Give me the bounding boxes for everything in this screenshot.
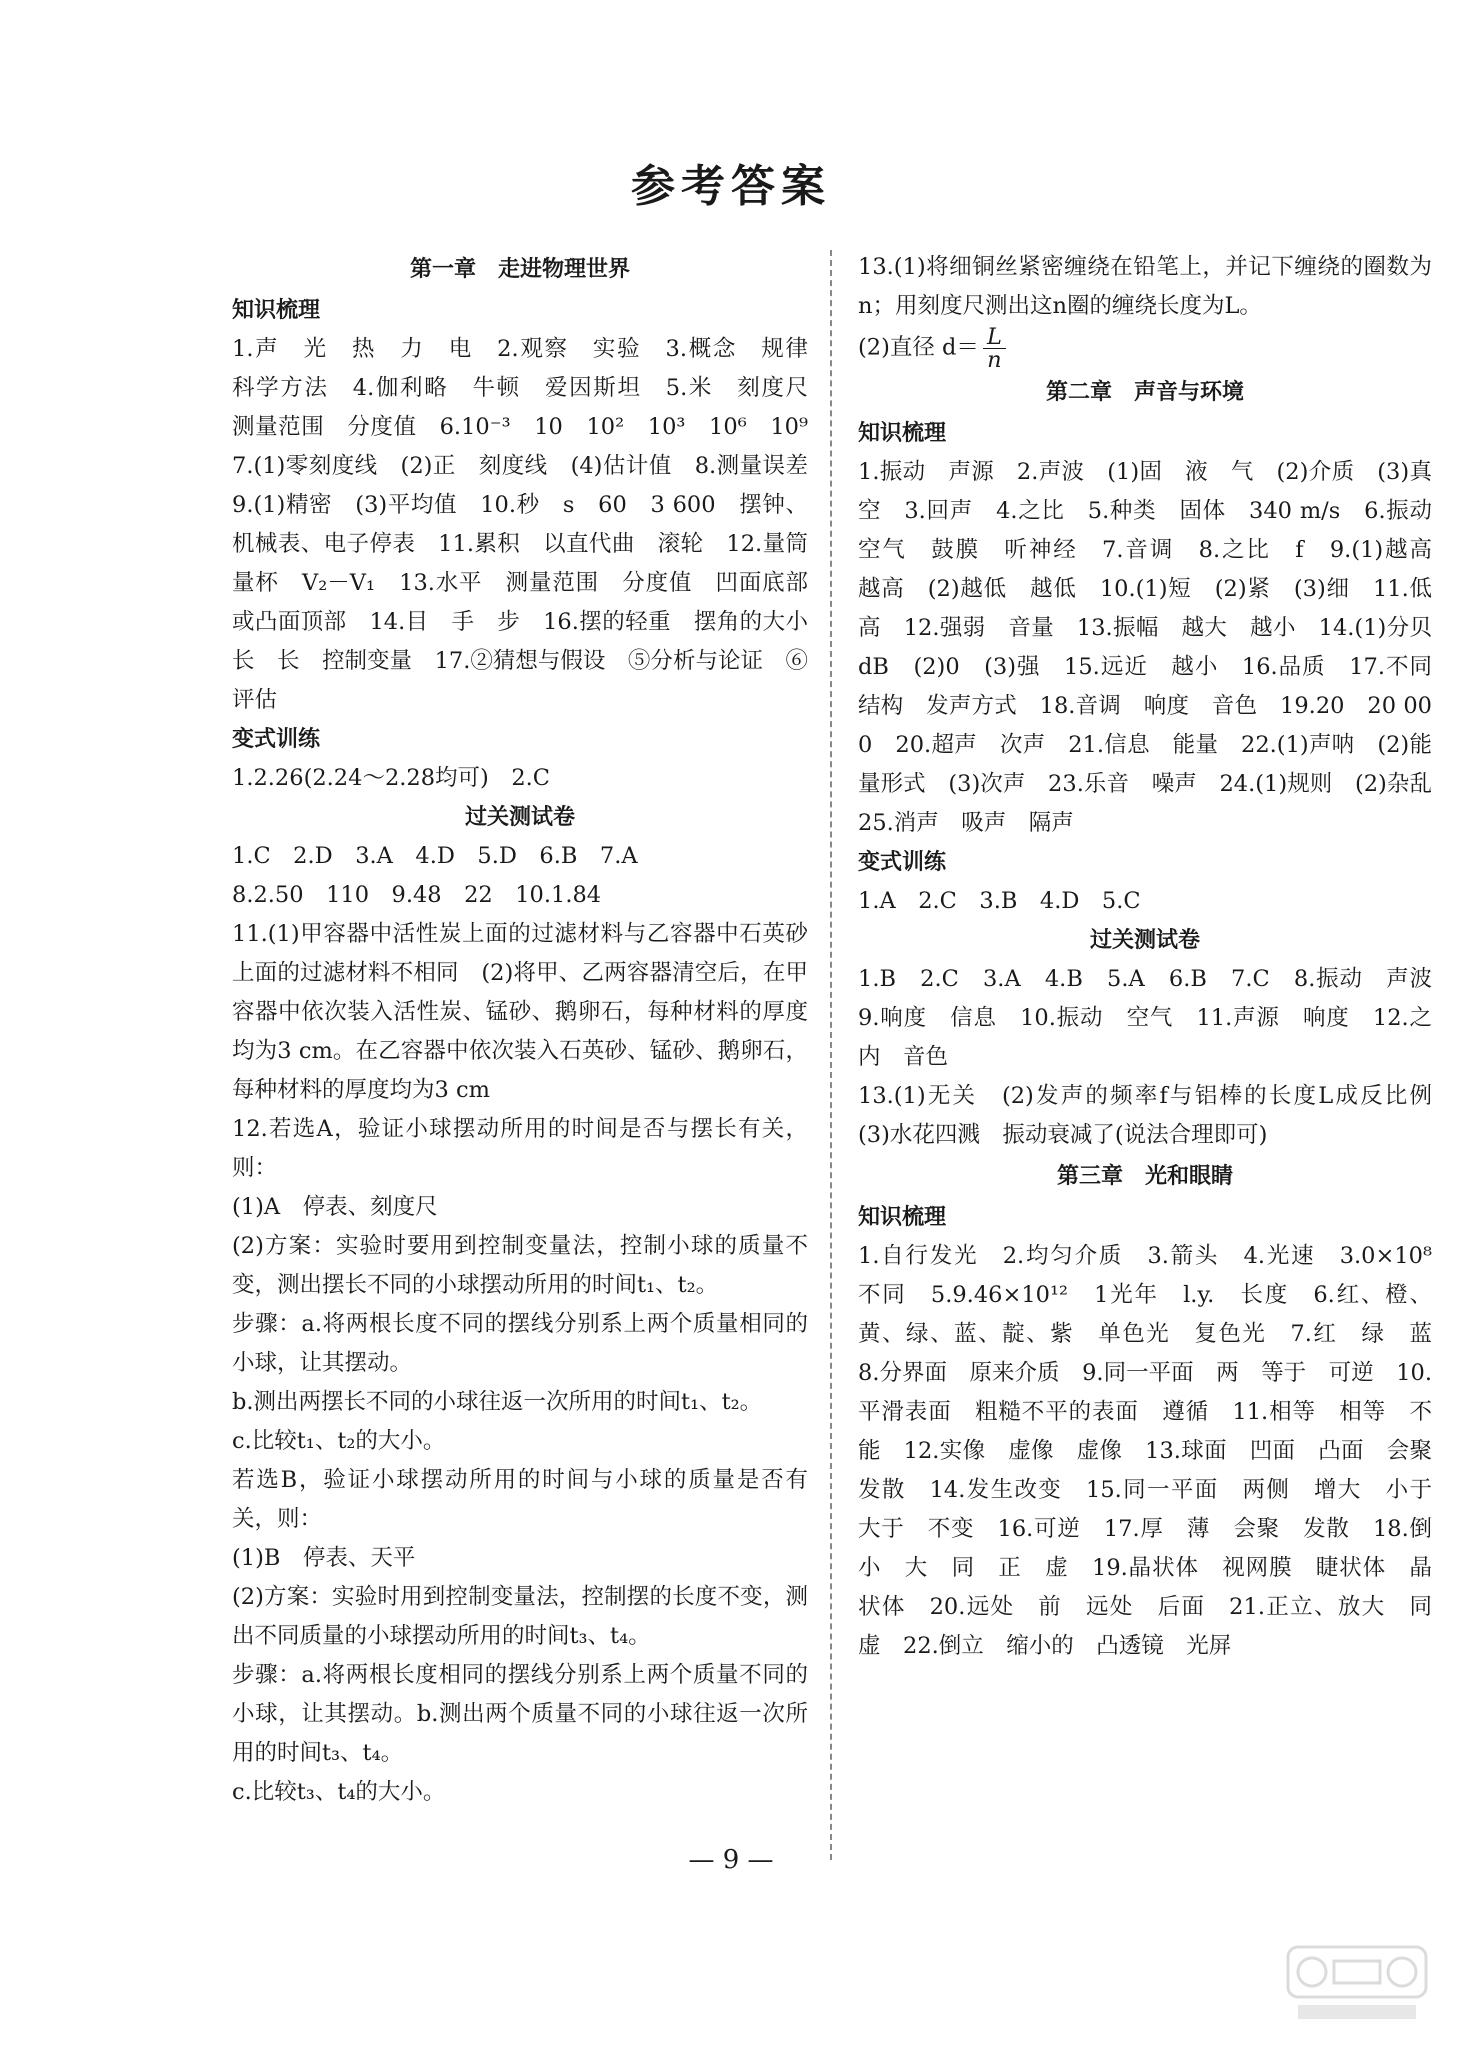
- ch1-test-q12f: c.比较t₁、t₂的大小。: [232, 1428, 446, 1454]
- ch1-variation-text: 1.2.26(2.24～2.28均可) 2.C: [232, 765, 550, 791]
- chapter-2-heading: 第二章 声音与环境: [1045, 380, 1244, 405]
- ch2-knowledge-text: 1.振动 声源 2.声波 (1)固 液 气 (2)介质 (3)真空 3.回声 4.之比 5.种类 固体 340 m/s 6.振动 空气 鼓膜 听神经 7.音调 8.之比 f 9.(1)越高 越高 (2)越低 越低 10.(1)短 (2)紧 (3)细 11.低 高 12.强弱 音量 13.振幅 越大 越小 14.(1)分贝 dB (2)0 (3)强 15.远近 越小 16.品质 17.不同结构 发声方式 18.音调 响度 音色 19.20 20 000 20.超声 次声 21.信息 能量 22.(1)声呐 (2)能量形式 (3)次声 23.乐音 噪声 24.(1)规则 (2)杂乱 25.消声 吸声 隔声: [858, 459, 1455, 836]
- fraction-numerator: L: [983, 326, 1006, 349]
- chapter-1-heading: 第一章 走进物理世界: [409, 257, 630, 282]
- fraction-denominator: n: [987, 347, 1002, 373]
- ch1-knowledge-text: 1.声 光 热 力 电 2.观察 实验 3.概念 规律 科学方法 4.伽利略 牛顿 爱因斯坦 5.米 刻度尺 测量范围 分度值 6.10⁻³ 10 10² 10³ 10⁶ 10⁹ 7.(1)零刻度线 (2)正 刻度线 (4)估计值 8.测量误差 9.(1)精密 (3)平均值 10.秒 s 60 3 600 摆钟、机械表、电子停表 11.累积 以直代曲 滚轮 12.量筒 量杯 V₂－V₁ 13.水平 测量范围 分度值 凹面底部或凸面顶部 14.目 手 步 16.摆的轻重 摆角的大小 长 长 控制变量 17.②猜想与假设 ⑤分析与论证 ⑥评估: [232, 336, 831, 713]
- ch2-knowledge-title: 知识梳理: [858, 421, 947, 446]
- diameter-fraction: [983, 326, 1006, 371]
- ch1-test-q12c: (2)方案：实验时要用到控制变量法，控制小球的质量不变，测出摆长不同的小球摆动所用的时间t₁、t₂。: [232, 1233, 808, 1298]
- ch2-variation-text: 1.A 2.C 3.B 4.D 5.C: [858, 888, 1141, 914]
- ch3-knowledge-text: 1.自行发光 2.均匀介质 3.箭头 4.光速 3.0×10⁸ 不同 5.9.46×10¹² 1光年 l.y. 长度 6.红、橙、黄、绿、蓝、靛、紫 单色光 复色光 7.红 绿 蓝 8.分界面 原来介质 9.同一平面 两 等于 可逆 10.平滑表面 粗糙不平的表面 遵循 11.相等 相等 不能 12.实像 虚像 虚像 13.球面 凹面 凸面 会聚 发散 14.发生改变 15.同一平面 两侧 增大 小于 大于 不变 16.可逆 17.厚 薄 会聚 发散 18.倒 小 大 同 正 虚 19.晶状体 视网膜 睫状体 晶状体 20.远处 前 远处 后面 21.正立、放大 同 虚 22.倒立 缩小的 凸透镜 光屏: [858, 1243, 1455, 1659]
- page-title: 参考答案: [631, 161, 831, 212]
- page-number: — 9 —: [688, 1845, 774, 1875]
- ch1-test-q11: 11.(1)甲容器中活性炭上面的过滤材料与乙容器中石英砂上面的过滤材料不相同 (2)将甲、乙两容器清空后，在甲容器中依次装入活性炭、锰砂、鹅卵石，每种材料的厚度均为3 cm。在乙容器中依次装入石英砂、锰砂、鹅卵石，每种材料的厚度均为3 cm: [232, 921, 808, 1103]
- ch1-test-q12e: b.测出两摆长不同的小球往返一次所用的时间t₁、t₂。: [232, 1389, 763, 1415]
- watermark-logo: [1282, 1937, 1432, 2027]
- right-column: [858, 248, 1455, 1666]
- ch1-test-line1: 1.C 2.D 3.A 4.D 5.D 6.B 7.A: [232, 843, 638, 869]
- ch1-variation-title: 变式训练: [232, 727, 321, 752]
- ch2-variation-title: 变式训练: [858, 850, 947, 875]
- ch1-test-q12h: (1)B 停表、天平: [232, 1545, 416, 1571]
- ch1-test-q12d: 步骤：a.将两根长度不同的摆线分别系上两个质量相同的小球，让其摆动。: [232, 1311, 808, 1376]
- ch1-test-q12g: 若选B，验证小球摆动所用的时间与小球的质量是否有关，则：: [232, 1467, 808, 1532]
- ch1-test-q13a: 13.(1)将细铜丝紧密缠绕在铅笔上，并记下缠绕的圈数为n；用刻度尺测出这n圈的缠绕长度为L。: [858, 254, 1432, 319]
- column-divider: [830, 250, 832, 1860]
- ch3-knowledge-title: 知识梳理: [858, 1205, 947, 1230]
- left-column: [232, 248, 831, 1812]
- ch2-test-text: 1.B 2.C 3.A 4.B 5.A 6.B 7.C 8.振动 声波 9.响度 信息 10.振动 空气 11.声源 响度 12.之内 音色: [858, 966, 1455, 1070]
- ch1-test-q12j: 步骤：a.将两根长度相同的摆线分别系上两个质量不同的小球，让其摆动。b.测出两个质量不同的小球往返一次所用的时间t₃、t₄。: [232, 1662, 808, 1766]
- chapter-3-heading: 第三章 光和眼睛: [1056, 1164, 1233, 1189]
- ch1-test-q12i: (2)方案：实验时用到控制变量法，控制摆的长度不变，测出不同质量的小球摆动所用的时间t₃、t₄。: [232, 1584, 808, 1649]
- ch1-test-q12b: (1)A 停表、刻度尺: [232, 1194, 438, 1220]
- ch2-test-title: 过关测试卷: [1089, 928, 1200, 953]
- ch1-test-title: 过关测试卷: [464, 805, 575, 830]
- ch1-test-q12a: 12.若选A，验证小球摆动所用的时间是否与摆长有关，则：: [232, 1116, 808, 1181]
- ch1-test-q12k: c.比较t₃、t₄的大小。: [232, 1779, 446, 1805]
- ch1-test-q13b: [858, 326, 1432, 371]
- ch1-knowledge-title: 知识梳理: [232, 298, 321, 323]
- q13b-label: (2)直径 d＝: [858, 334, 979, 361]
- ch2-test-q13: 13.(1)无关 (2)发声的频率f与铝棒的长度L成反比例 (3)水花四溅 振动衰减了(说法合理即可): [858, 1083, 1455, 1148]
- ch1-test-line2: 8.2.50 110 9.48 22 10.1.84: [232, 882, 602, 908]
